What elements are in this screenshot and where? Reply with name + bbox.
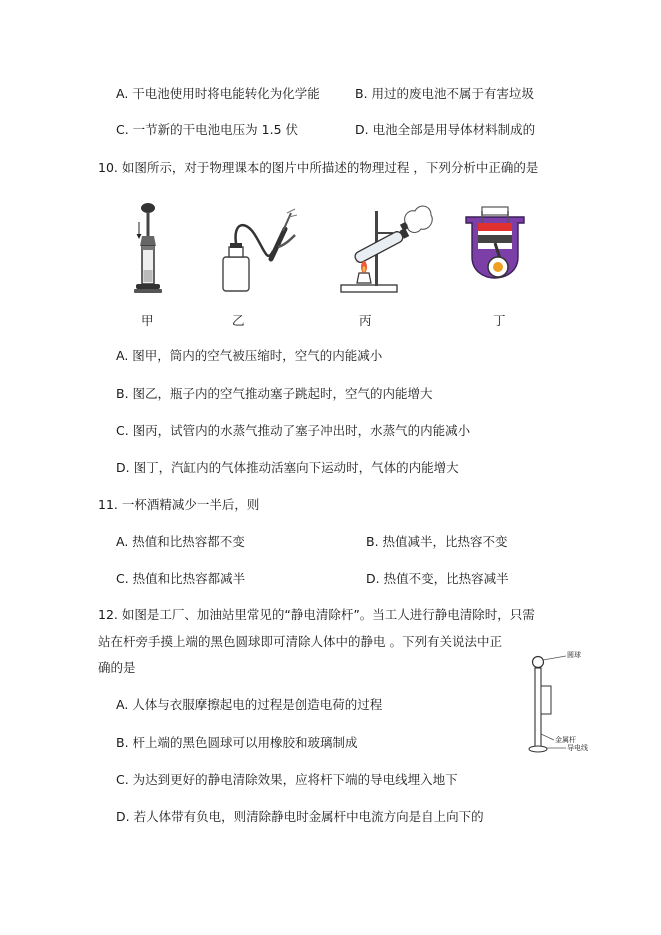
q12-stem-line2: 站在杆旁手摸上端的黑色圆球即可清除人体中的静电 。下列有关说法中正 (98, 634, 502, 649)
q10-option-b: B. 图乙，瓶子内的空气推动塞子跳起时，空气的内能增大 (116, 386, 433, 401)
q10-option-c: C. 图丙，试管内的水蒸气推动了塞子冲出时，水蒸气的内能减小 (116, 423, 471, 438)
q9-option-c: C. 一节新的干电池电压为 1.5 伏 (116, 122, 299, 137)
figure-jia-compression-cylinder (128, 200, 168, 300)
q11-option-a: A. 热值和比热容都不变 (116, 534, 245, 549)
q12-option-b: B. 杆上端的黑色圆球可以用橡胶和玻璃制成 (116, 735, 358, 750)
label-rod: 金属杆 (555, 736, 576, 744)
q12-stem-line1: 12. 如图是工厂、加油站里常见的“静电清除杆”。当工人进行静电清除时，只需 (98, 607, 535, 622)
label-wire: 导电线 (567, 744, 588, 752)
q11-option-d: D. 热值不变，比热容减半 (366, 571, 509, 586)
figure-label-yi: 乙 (232, 313, 245, 328)
q10-option-a: A. 图甲，筒内的空气被压缩时，空气的内能减小 (116, 348, 383, 363)
q11-option-b: B. 热值减半，比热容不变 (366, 534, 508, 549)
figure-label-jia: 甲 (141, 313, 154, 328)
q12-stem-line3: 确的是 (98, 660, 136, 675)
q12-option-d: D. 若人体带有负电，则清除静电时金属杆中电流方向是自上向下的 (116, 809, 484, 824)
label-ball: 圆球 (567, 651, 581, 659)
figure-yi-bottle-with-pump (215, 205, 297, 295)
figure-bing-test-tube-heating (335, 203, 435, 295)
q10-option-d: D. 图丁，汽缸内的气体推动活塞向下运动时，气体的内能增大 (116, 460, 459, 475)
q11-option-c: C. 热值和比热容都减半 (116, 571, 246, 586)
q12-option-c: C. 为达到更好的静电清除效果，应将杆下端的导电线埋入地下 (116, 772, 458, 787)
q11-stem: 11. 一杯酒精减少一半后，则 (98, 497, 260, 512)
q10-stem: 10. 如图所示，对于物理课本的图片中所描述的物理过程 ，下列分析中正确的是 (98, 160, 539, 175)
q9-option-b: B. 用过的废电池不属于有害垃圾 (355, 86, 535, 101)
q9-option-a: A. 干电池使用时将电能转化为化学能 (116, 86, 320, 101)
figure-label-ding: 丁 (493, 313, 506, 328)
figure-label-bing: 丙 (359, 313, 372, 328)
q12-option-a: A. 人体与衣服摩擦起电的过程是创造电荷的过程 (116, 697, 383, 712)
q9-option-d: D. 电池全部是用导体材料制成的 (355, 122, 536, 137)
figure-ding-engine-cylinder (460, 205, 530, 293)
